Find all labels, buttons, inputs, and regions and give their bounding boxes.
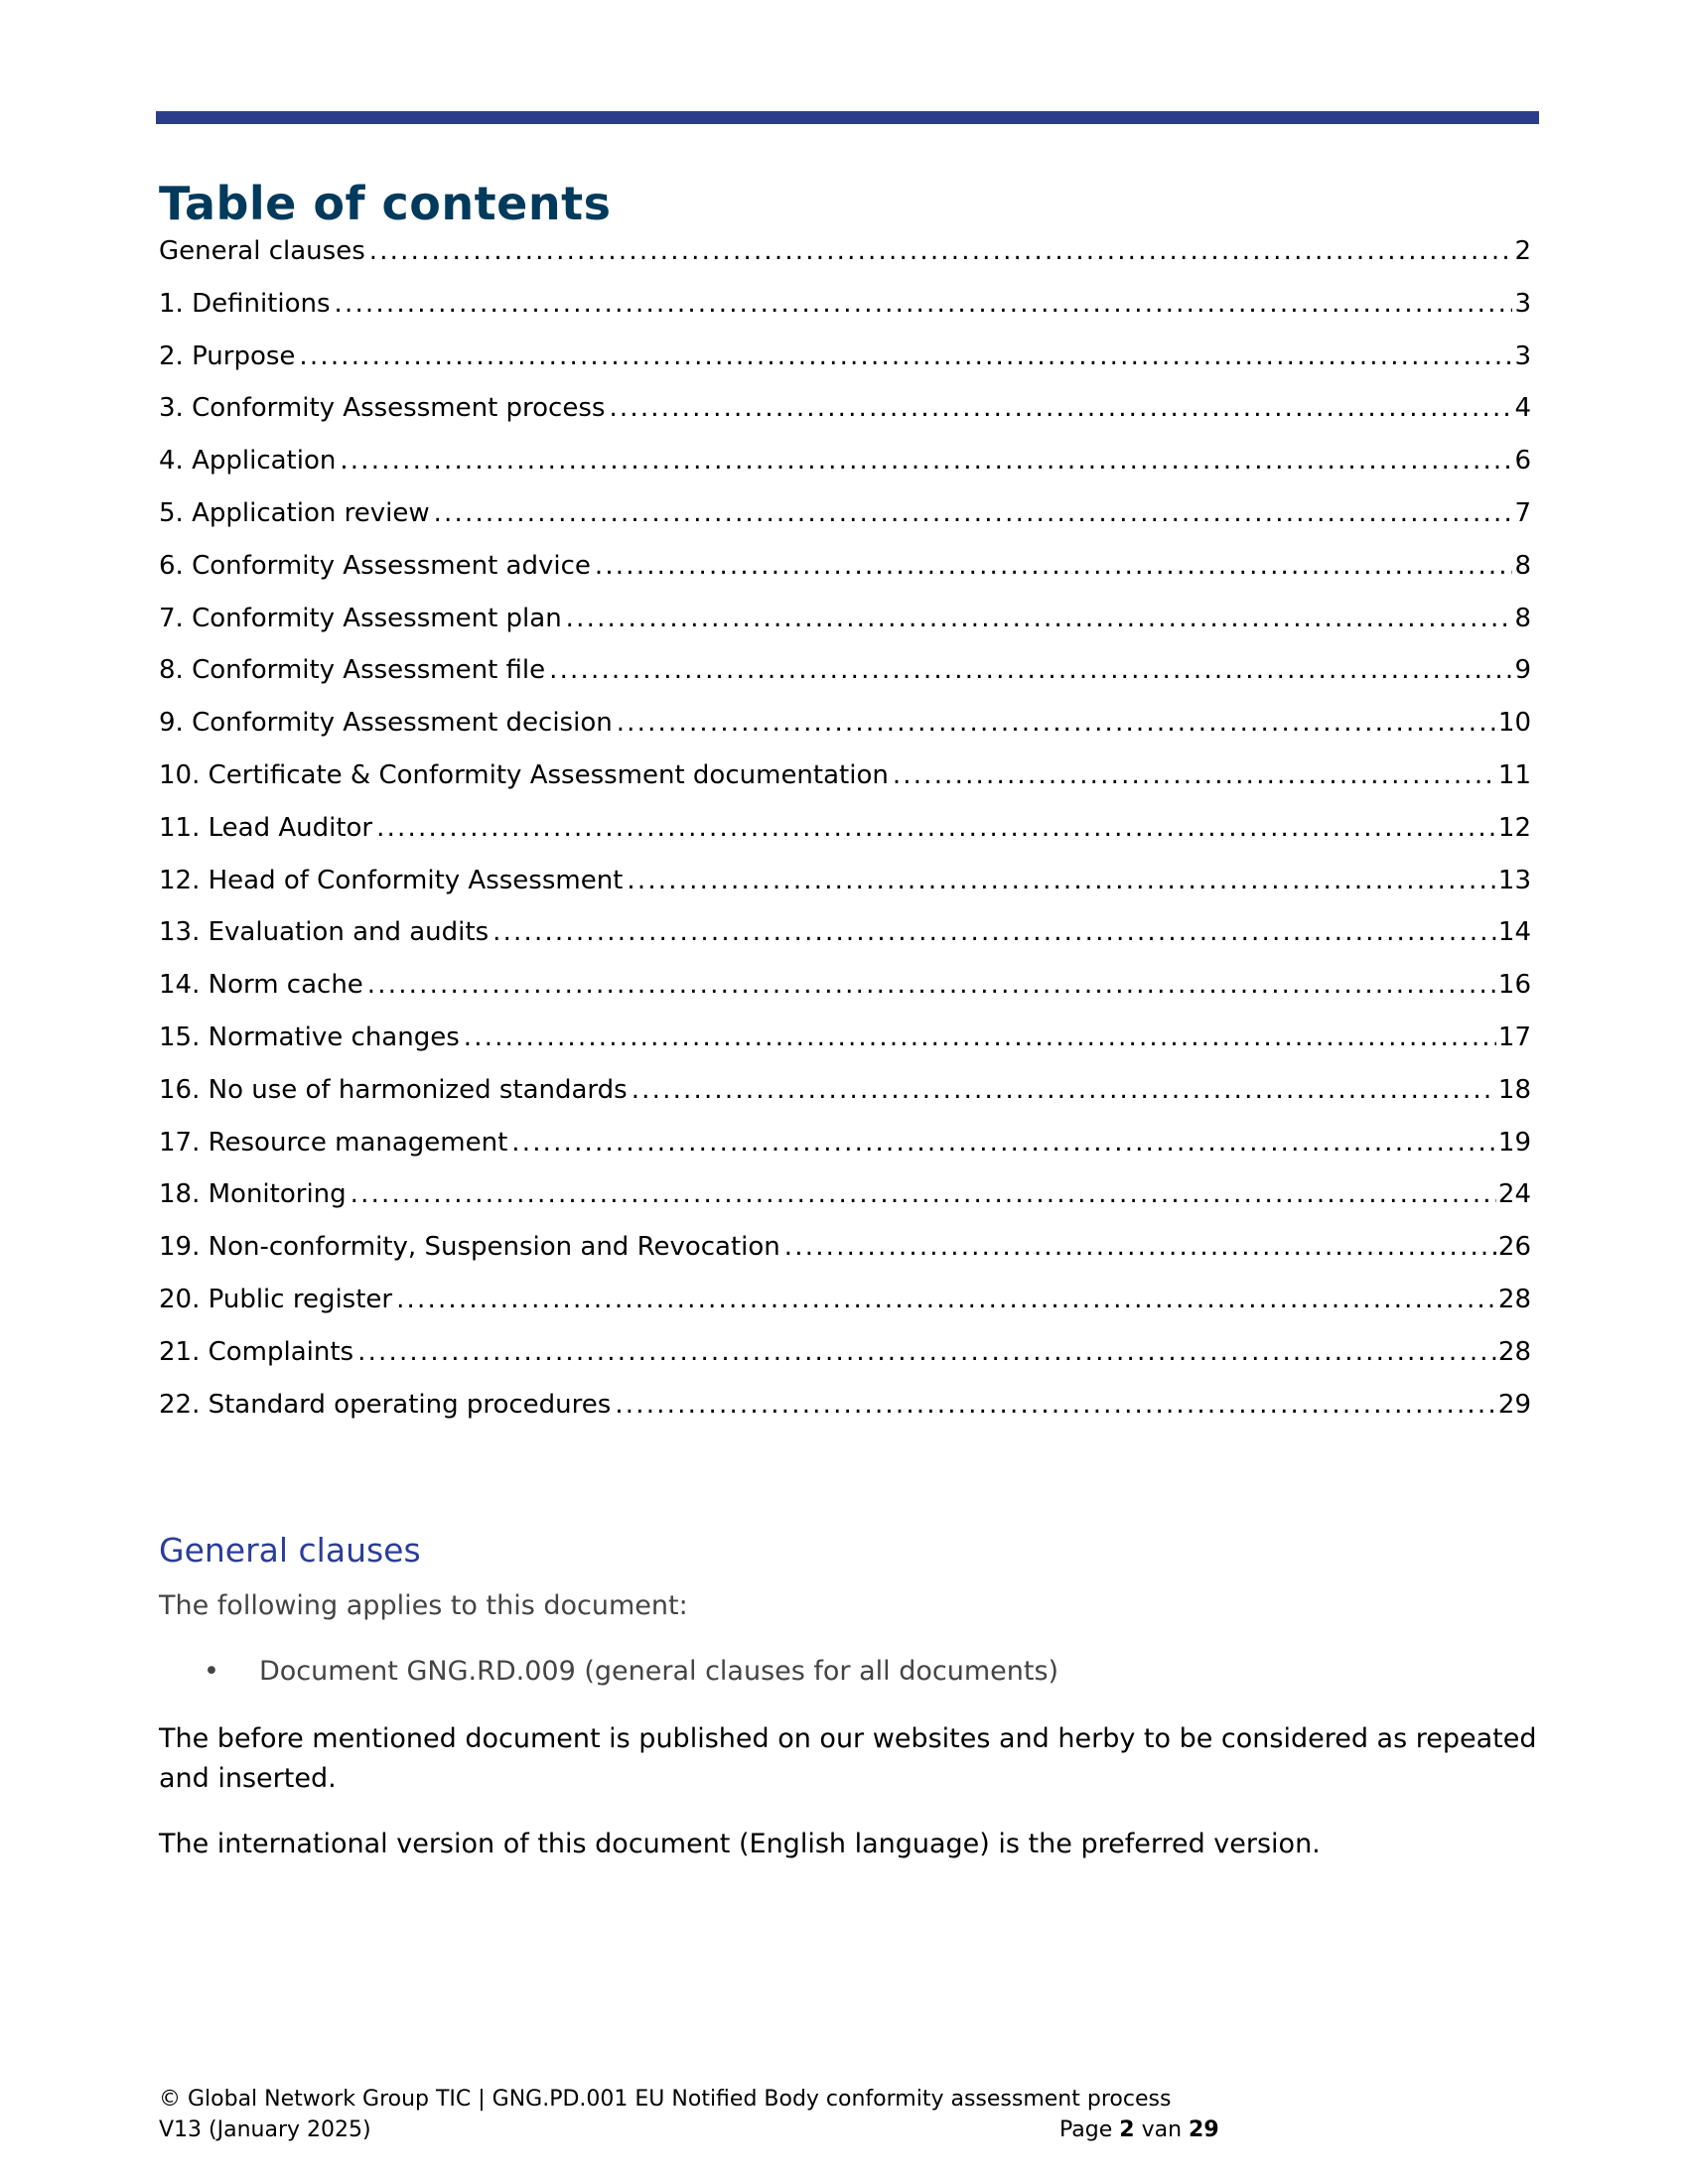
toc-entry[interactable] (159, 708, 1531, 760)
toc-entry[interactable] (159, 813, 1531, 866)
paragraph: The before mentioned document is published on our websites and herby to be considered as repeated and inserted. (159, 1723, 1537, 1794)
toc-entry[interactable] (159, 289, 1531, 341)
paragraph: The international version of this document (English language) is the preferred version. (159, 1829, 1321, 1859)
toc-entry-page: 2 (1514, 236, 1531, 266)
toc-entry-label: 22. Standard operating procedures (159, 1389, 612, 1420)
list-item (204, 1656, 1058, 1687)
toc-entry-label: 1. Definitions (159, 288, 331, 319)
toc-entry[interactable] (159, 760, 1531, 813)
toc-entry-page: 26 (1497, 1232, 1531, 1263)
toc-entry-page: 8 (1514, 550, 1531, 581)
toc-entry-label: 6. Conformity Assessment advice (159, 550, 591, 581)
bullet-icon: • (204, 1656, 219, 1687)
toc-entry[interactable] (159, 393, 1531, 446)
toc-leader-dots (396, 1285, 1496, 1314)
toc-entry-page: 12 (1497, 812, 1531, 843)
toc-entry-page: 17 (1497, 1022, 1531, 1052)
toc-leader-dots (595, 551, 1513, 581)
toc-leader-dots (351, 1179, 1496, 1209)
intro-text: The following applies to this document: (159, 1590, 688, 1621)
toc-entry[interactable] (159, 866, 1531, 918)
toc-leader-dots (609, 393, 1512, 423)
toc-entry[interactable] (159, 1128, 1531, 1180)
toc-entry-label: 16. No use of harmonized standards (159, 1074, 628, 1105)
toc-entry-label: General clauses (159, 236, 365, 266)
toc-leader-dots (434, 498, 1513, 528)
toc-entry-label: 21. Complaints (159, 1336, 354, 1367)
section-heading: General clauses (159, 1531, 421, 1570)
toc-leader-dots (627, 866, 1496, 895)
toc-entry-page: 29 (1497, 1389, 1531, 1420)
toc-leader-dots (299, 341, 1512, 371)
toc-leader-dots (376, 813, 1496, 843)
toc-entry-label: 12. Head of Conformity Assessment (159, 865, 624, 895)
page-word: Page (1059, 2117, 1113, 2142)
toc-entry-page: 28 (1497, 1336, 1531, 1367)
toc-entry-page: 19 (1497, 1127, 1531, 1158)
toc-leader-dots (511, 1128, 1496, 1158)
toc-entry[interactable] (159, 236, 1531, 289)
toc-entry-page: 6 (1514, 446, 1531, 477)
toc-leader-dots (464, 1023, 1496, 1052)
toc-entry-label: 13. Evaluation and audits (159, 917, 490, 948)
toc-entry-label: 4. Application (159, 446, 337, 477)
toc-leader-dots (566, 604, 1513, 633)
toc-entry-label: 14. Norm cache (159, 970, 363, 1001)
toc-entry-label: 3. Conformity Assessment process (159, 393, 606, 424)
toc-entry[interactable] (159, 1075, 1531, 1128)
toc-entry-page: 8 (1514, 603, 1531, 633)
toc-entry-page: 28 (1497, 1284, 1531, 1314)
toc-entry-page: 4 (1514, 393, 1531, 424)
toc-leader-dots (617, 708, 1496, 738)
toc-leader-dots (340, 446, 1512, 476)
toc-leader-dots (492, 917, 1496, 947)
toc-entry-page: 13 (1497, 865, 1531, 895)
toc-entry[interactable] (159, 1337, 1531, 1390)
toc-leader-dots (357, 1337, 1496, 1367)
toc-entry-label: 2. Purpose (159, 341, 296, 371)
toc-entry[interactable] (159, 446, 1531, 498)
toc-entry-label: 15. Normative changes (159, 1022, 460, 1052)
toc-entry-page: 3 (1514, 288, 1531, 319)
toc-leader-dots (369, 236, 1513, 266)
toc-entry-label: 5. Application review (159, 497, 430, 528)
toc-leader-dots (784, 1232, 1496, 1262)
toc-entry-page: 10 (1497, 708, 1531, 739)
toc-entry[interactable] (159, 604, 1531, 656)
toc-entry[interactable] (159, 1232, 1531, 1285)
toc-entry[interactable] (159, 498, 1531, 551)
toc-entry-label: 20. Public register (159, 1284, 393, 1314)
toc-entry-page: 24 (1497, 1179, 1531, 1210)
toc-entry-page: 3 (1514, 341, 1531, 371)
header-rule (156, 111, 1539, 124)
toc-entry-label: 11. Lead Auditor (159, 812, 373, 843)
list-item-text: Document GNG.RD.009 (general clauses for all documents) (259, 1656, 1059, 1687)
footer-page-number (1059, 2117, 1219, 2142)
toc-entry-page: 16 (1497, 970, 1531, 1001)
toc-entry-label: 19. Non-conformity, Suspension and Revocation (159, 1232, 780, 1263)
toc-entry-label: 17. Resource management (159, 1127, 508, 1158)
toc-entry-label: 9. Conformity Assessment decision (159, 708, 613, 739)
toc-leader-dots (335, 289, 1513, 319)
toc-entry[interactable] (159, 655, 1531, 708)
toc-entry[interactable] (159, 1023, 1531, 1075)
toc-entry-page: 7 (1514, 497, 1531, 528)
footer-copyright: © Global Network Group TIC | GNG.PD.001 EU Notified Body conformity assessment process (159, 2087, 1172, 2112)
toc-entry-page: 18 (1497, 1074, 1531, 1105)
toc-entry[interactable] (159, 917, 1531, 970)
toc-entry[interactable] (159, 1390, 1531, 1442)
toc-leader-dots (367, 970, 1496, 1000)
toc-entry-page: 11 (1497, 759, 1531, 790)
page-title: Table of contents (159, 177, 612, 230)
toc-entry[interactable] (159, 970, 1531, 1023)
toc-entry-label: 8. Conformity Assessment file (159, 655, 546, 686)
toc-entry[interactable] (159, 1179, 1531, 1232)
page-total: 29 (1189, 2117, 1219, 2142)
toc-entry[interactable] (159, 551, 1531, 604)
toc-entry-label: 18. Monitoring (159, 1179, 347, 1210)
toc-leader-dots (893, 760, 1496, 790)
toc-entry[interactable] (159, 1285, 1531, 1337)
table-of-contents (159, 236, 1531, 1441)
toc-leader-dots (615, 1390, 1496, 1420)
toc-entry-label: 10. Certificate & Conformity Assessment documentation (159, 759, 889, 790)
page-current: 2 (1119, 2117, 1135, 2142)
toc-leader-dots (632, 1075, 1496, 1105)
toc-leader-dots (549, 655, 1512, 685)
page-sep: van (1141, 2117, 1183, 2142)
toc-entry-label: 7. Conformity Assessment plan (159, 603, 562, 633)
toc-entry[interactable] (159, 341, 1531, 394)
toc-entry-page: 9 (1514, 655, 1531, 686)
toc-entry-page: 14 (1497, 917, 1531, 948)
footer-version: V13 (January 2025) (159, 2117, 371, 2142)
